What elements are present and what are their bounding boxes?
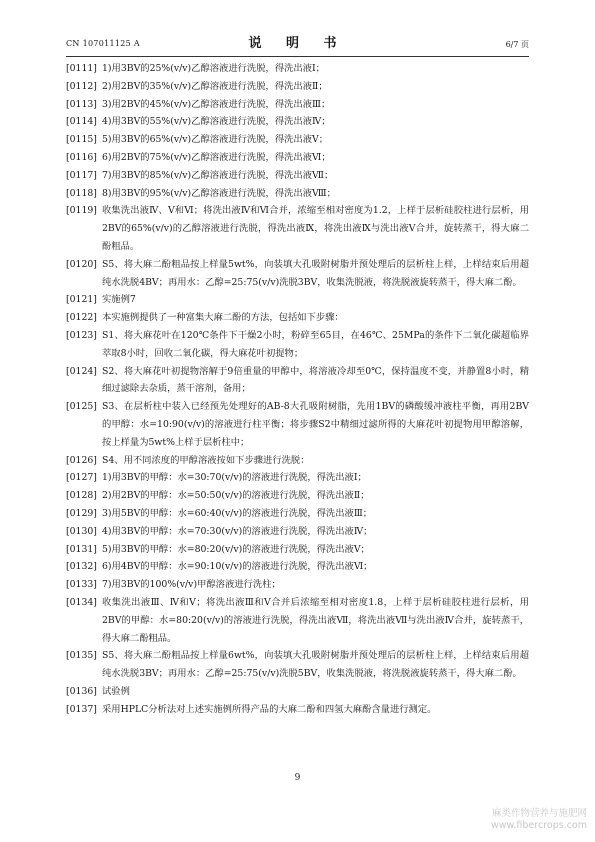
paragraph-number: [0122] [66,312,97,324]
paragraph-number: [0116] [66,151,97,163]
paragraph-text: 3)用5BV的甲醇：水=60:40(v/v)的溶液进行洗脱，得洗出液Ⅲ； [102,507,373,519]
paragraph-number: [0126] [66,454,97,466]
paragraph-number: [0114] [66,116,97,128]
paragraph-text: 5)用3BV的65%(v/v)乙醇溶液进行洗脱，得洗出液Ⅴ； [102,134,329,146]
paragraph-text: S2、将大麻花叶初提物溶解于9倍重量的甲醇中，将溶液冷却至0℃，保持温度不变，并静置8小时，精细过滤除去杂质，蒸干溶剂，备用； [102,365,529,395]
paragraph [66,701,529,719]
paragraph [66,647,529,683]
paragraph-text: S1、将大麻花叶在120℃条件下干燥2小时，粉碎至65目，在46℃、25MPa的条件下二氧化碳超临界萃取8小时，回收二氧化碳，得大麻花叶初提物； [102,329,529,359]
paragraph-text: 4)用3BV的甲醇：水=70:30(v/v)的溶液进行洗脱，得洗出液Ⅳ； [102,525,373,537]
paragraph-text: 本实施例提供了一种富集大麻二酚的方法，包括如下步骤： [102,312,344,324]
paragraph-text: S4、用不同浓度的甲醇溶液按如下步骤进行洗脱： [102,454,310,466]
paragraph-number: [0115] [66,134,97,146]
paragraph-text: 3)用2BV的45%(v/v)乙醇溶液进行洗脱，得洗出液Ⅲ； [102,98,331,110]
paragraph [66,594,529,647]
page-number: 9 [294,773,301,783]
paragraph-number: [0133] [66,579,97,591]
watermark-url: www.fibercrops.com [490,820,587,831]
paragraph-text: 6)用2BV的75%(v/v)乙醇溶液进行洗脱，得洗出液Ⅵ； [102,151,331,163]
paragraph-number: [0120] [66,258,97,270]
paragraph-number: [0135] [66,650,97,662]
paragraph-number: [0127] [66,472,97,484]
paragraph [66,327,529,363]
paragraph [66,60,529,78]
paragraph-number: [0128] [66,490,97,502]
paragraph-text: 试验例 [102,685,130,697]
paragraph-number: [0119] [66,205,97,217]
paragraph-number: [0113] [66,98,97,110]
paragraph-number: [0136] [66,685,97,697]
paragraph [66,185,529,203]
paragraph [66,523,529,541]
paragraph [66,398,529,451]
paragraph [66,113,529,131]
paragraph [66,309,529,327]
paragraph-number: [0118] [66,187,97,199]
paragraph [66,291,529,309]
document-title: 说 明 书 [248,36,347,51]
paragraph-number: [0117] [66,169,97,181]
paragraph-number: [0125] [66,401,97,413]
watermark-title: 麻类作物营养与施肥网 [491,808,587,819]
paragraph [66,78,529,96]
paragraph [66,149,529,167]
paragraph-number: [0137] [66,703,97,715]
paragraph-text: 收集洗出液Ⅲ、Ⅳ和Ⅴ；将洗出液Ⅲ和Ⅴ合并后浓缩至相对密度1.8，上样于层析硅胶柱进行层析，用2BV的甲醇：水=80:20(v/v)的溶液进行洗脱，得洗出液Ⅶ，将洗出液Ⅶ与洗出液Ⅳ合并，旋转蒸干，得大麻二酚粗品。 [102,596,529,644]
paragraph-text: 1)用3BV的甲醇：水=30:70(v/v)的溶液进行洗脱，得洗出液Ⅰ； [102,472,367,484]
site-watermark [437,808,587,832]
paragraph-text: S3、在层析柱中装入已经预先处理好的AB-8大孔吸附树脂，先用1BV的磷酸缓冲液柱平衡，再用2BV的甲醇：水=10:90(v/v)的溶液进行柱平衡；将步骤S2中精细过滤所得的大麻花叶初提物用甲醇溶解，按上样量为5wt%上样于层析柱中； [102,401,529,448]
paragraph-number: [0130] [66,525,97,537]
paragraph-text: 5)用3BV的甲醇：水=80:20(v/v)的溶液进行洗脱，得洗出液Ⅴ； [102,543,370,555]
paragraph-number: [0132] [66,561,97,573]
paragraph-text: 4)用3BV的55%(v/v)乙醇溶液进行洗脱，得洗出液Ⅳ； [102,116,331,128]
paragraph [66,131,529,149]
paragraph-number: [0129] [66,507,97,519]
document-body [66,60,529,718]
page-header [66,30,529,57]
paragraph [66,541,529,559]
paragraph-text: 7)用3BV的100%(v/v)甲醇溶液进行洗柱； [102,579,281,591]
paragraph-text: 6)用4BV的甲醇：水=90:10(v/v)的溶液进行洗脱，得洗出液Ⅵ； [102,561,373,573]
paragraph [66,96,529,114]
paragraph-text: 2)用2BV的甲醇：水=50:50(v/v)的溶液进行洗脱，得洗出液Ⅱ； [102,490,370,502]
paragraph-text: S5、将大麻二酚粗品按上样量6wt%，向装填大孔吸附树脂并预处理后的层析柱上样，上样结束后用超纯水洗脱3BV；再用水：乙醇=25:75(v/v)洗脱5BV，收集洗脱液，将洗脱液旋转蒸干，得大麻二酚。 [102,650,529,680]
page-fraction: 6/7 页 [505,40,529,49]
paragraph-text: 7)用3BV的85%(v/v)乙醇溶液进行洗脱，得洗出液Ⅶ； [102,169,334,181]
paragraph-number: [0124] [66,365,97,377]
paragraph-number: [0123] [66,329,97,341]
paragraph [66,469,529,487]
paragraph [66,202,529,255]
paragraph-text: 1)用3BV的25%(v/v)乙醇溶液进行洗脱，得洗出液Ⅰ； [102,63,325,74]
paragraph [66,576,529,594]
paragraph [66,505,529,523]
paragraph-text: 采用HPLC分析法对上述实施例所得产品的大麻二酚和四氢大麻酚含量进行测定。 [102,703,437,715]
paragraph-text: 8)用3BV的95%(v/v)乙醇溶液进行洗脱，得洗出液Ⅷ； [102,187,336,199]
paragraph-number: [0111] [66,63,97,74]
paragraph-number: [0112] [66,80,97,92]
paragraph [66,167,529,185]
paragraph [66,256,529,292]
paragraph [66,452,529,470]
paragraph [66,487,529,505]
paragraph-number: [0131] [66,543,97,555]
paragraph-number: [0121] [66,294,97,306]
paragraph [66,363,529,399]
paragraph-text: 收集洗出液Ⅳ、Ⅴ和Ⅵ；将洗出液Ⅳ和Ⅵ合并，浓缩至相对密度为1.2，上样于层析硅胶柱进行层析，用2BV的65%(v/v)的乙醇溶液进行洗脱，得洗出液Ⅸ，将洗出液Ⅸ与洗出液Ⅴ合并，旋转蒸干，得大麻二酚粗品。 [102,205,529,252]
paragraph-text: 实施例7 [102,294,136,306]
patent-number: CN 107011125 A [66,39,140,48]
paragraph-number: [0134] [66,596,97,608]
paragraph-text: S5、将大麻二酚粗品按上样量5wt%，向装填大孔吸附树脂并预处理后的层析柱上样，上样结束后用超纯水洗脱4BV；再用水：乙醇=25:75(v/v)洗脱3BV，收集洗脱液，将洗脱液旋转蒸干，得大麻二酚。 [102,258,529,288]
paragraph [66,558,529,576]
paragraph [66,683,529,701]
paragraph-text: 2)用2BV的35%(v/v)乙醇溶液进行洗脱，得洗出液Ⅱ； [102,80,328,92]
